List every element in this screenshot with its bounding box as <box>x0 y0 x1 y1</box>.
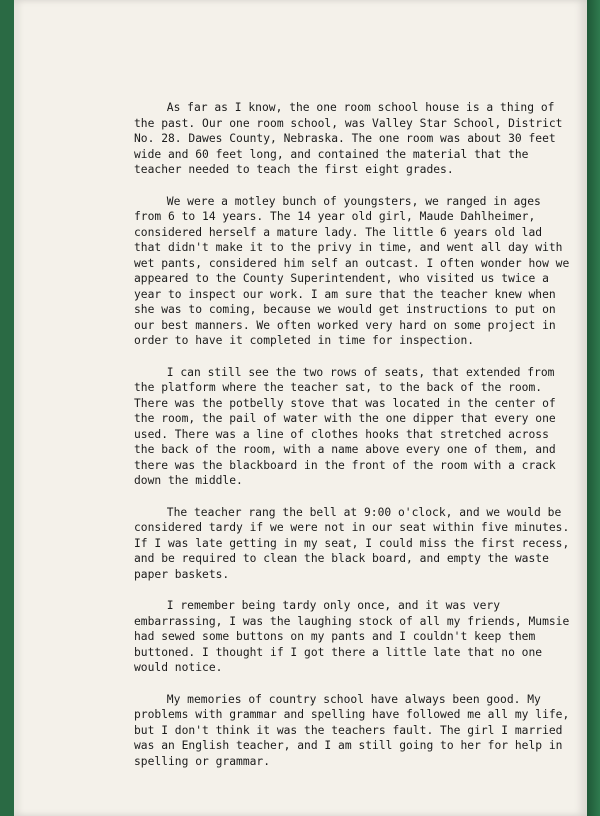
paragraph-1: As far as I know, the one room school house is a thing of the past. Our one room school, was Valley Star School, District No. 28. Dawes County, Nebraska. The one room was about 30 feet wide and 60 feet long, and contained the material that the teacher needed to teach the first eight grades. <box>134 101 563 176</box>
document-page <box>14 0 587 816</box>
paragraph-4: The teacher rang the bell at 9:00 o'clock, and we would be considered tardy if we were not in our seat within five minutes. If I was late getting in my seat, I could miss the first recess, and be required to clean the black board, and empty the waste paper baskets. <box>134 505 570 581</box>
paragraph-6: My memories of country school have always been good. My problems with grammar and spelling have followed me all my life, but I don't think it was the teachers fault. The girl I married was an English teacher, and I am still going to her for help in spelling or grammar. <box>134 692 570 768</box>
paragraph-5: I remember being tardy only once, and it was very embarrassing, I was the laughing stock of all my friends, Mumsie had sewed some buttons on my pants and I couldn't keep them buttoned. I thought if I got there a little late that no one would notice. <box>134 599 570 674</box>
paragraph-2: We were a motley bunch of youngsters, we ranged in ages from 6 to 14 years. The 14 year old girl, Maude Dahlheimer, considered herself a mature lady. The little 6 years old lad that didn't make it to the privy in time, and went all day with wet pants, considered him self an outcast. I often wonder how we appeared to the County Superintendent, who visited us twice a year to inspect our work. I am sure that the teacher knew when she was to coming, because we would get instructions to put on our best manners. We often worked very hard on some project in order to have it completed in time for inspection. <box>134 194 570 347</box>
binder-edge <box>587 0 600 816</box>
document-body <box>134 100 574 785</box>
paragraph-3: I can still see the two rows of seats, that extended from the platform where the teacher sat, to the back of the room. There was the potbelly stove that was located in the center of the room, the pail of water with the one dipper that every one used. There was a line of clothes hooks that stretched across the back of the room, with a name above every one of them, and there was the blackboard in the front of the room with a crack down the middle. <box>134 365 556 487</box>
